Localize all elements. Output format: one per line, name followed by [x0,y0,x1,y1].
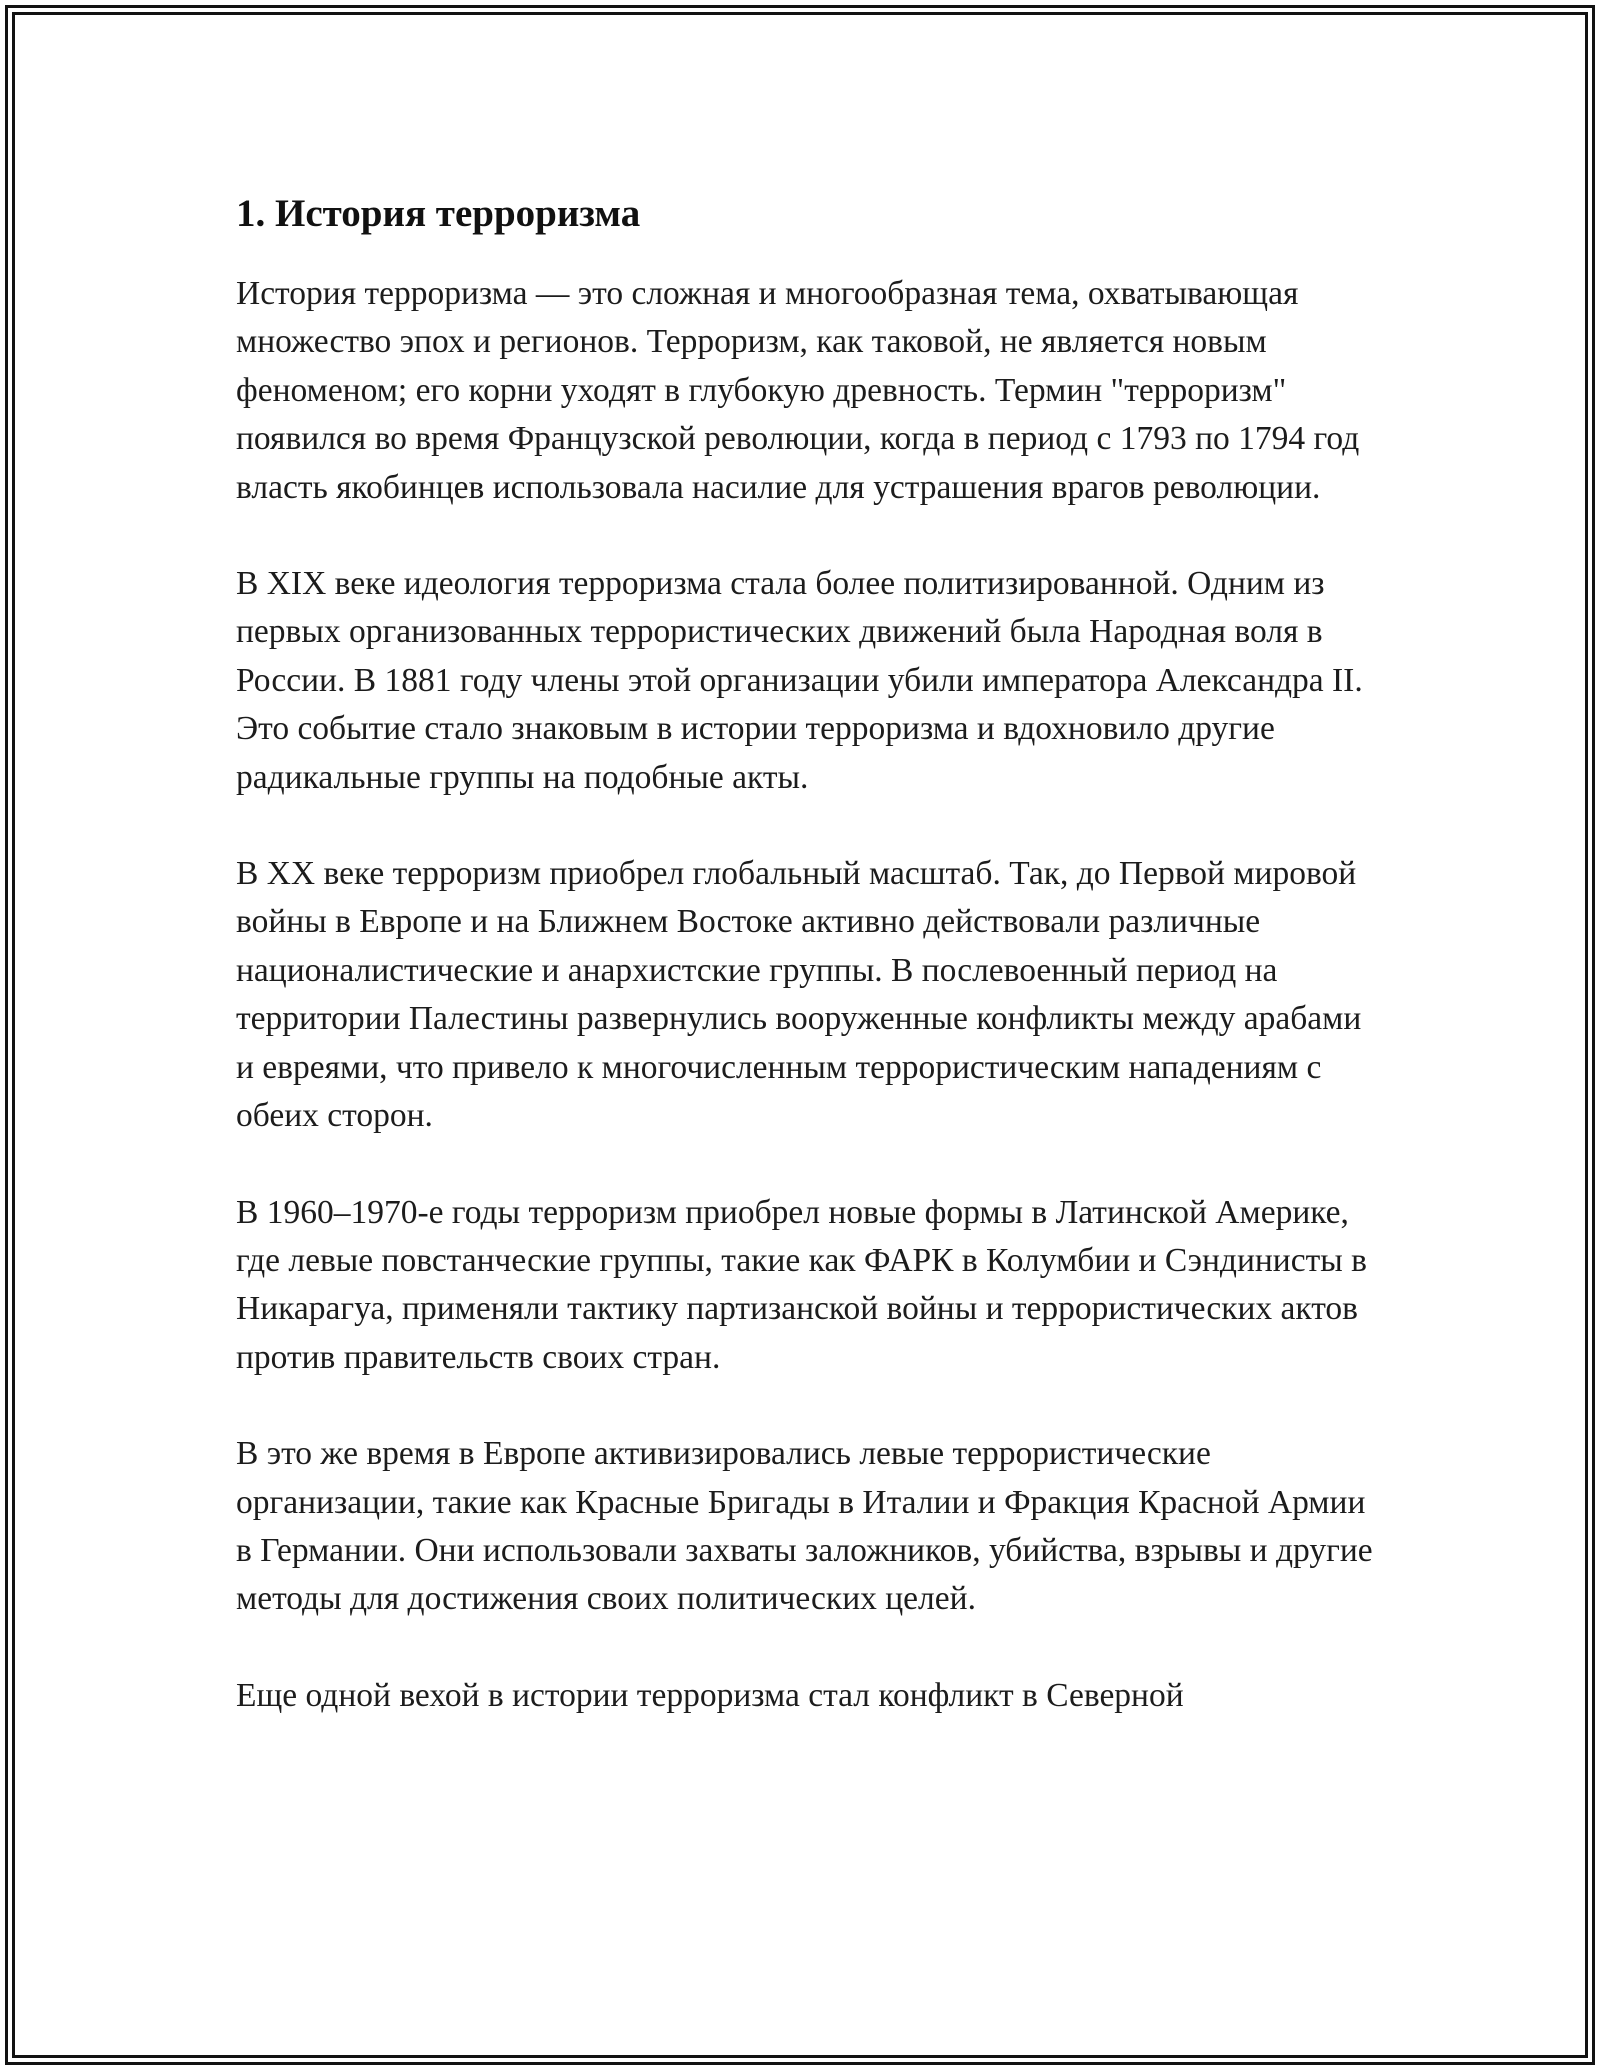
paragraph-latin-america: В 1960–1970-е годы терроризм приобрел новые формы в Латинской Америке, где левые повстанческие группы, такие как ФАРК в Колумбии и Сэндинисты в Никарагуа, применяли тактику партизанской войны и террористических актов против правительств своих стран. [236,1193,1367,1376]
paragraph-northern-conflict: Еще одной вехой в истории терроризма стал конфликт в Северной [236,1676,1184,1714]
paragraph-20th-century: В XX веке терроризм приобрел глобальный масштаб. Так, до Первой мировой войны в Европе и на Ближнем Востоке активно действовали различные националистические и анархистские группы. В послевоенный период на территории Палестины развернулись вооруженные конфликты между арабами и евреями, что привело к многочисленным террористическим нападениям с обеих сторон. [236,855,1362,1135]
section-heading: 1. История терроризма [236,192,641,235]
paragraph-19th-century: В XIX веке идеология терроризма стала более политизированной. Одним из первых организованных террористических движений была Народная воля в России. В 1881 году члены этой организации убили императора Александра II. Это событие стало знаковым в истории терроризма и вдохновило другие радикальные группы на подобные акты. [236,565,1363,796]
document-page [236,186,1386,1768]
paragraph-origins: История терроризма — это сложная и многообразная тема, охватывающая множество эпох и регионов. Терроризм, как таковой, не является новым феноменом; его корни уходят в глубокую древность. Термин "терроризм" появился во время Французской революции, когда в период с 1793 по 1794 год власть якобинцев использовала насилие для устрашения врагов революции. [236,275,1360,506]
paragraph-europe-left: В это же время в Европе активизировались левые террористические организации, такие как Красные Бригады в Италии и Фракция Красной Армии в Германии. Они использовали захваты заложников, убийства, взрывы и другие методы для достижения своих политических целей. [236,1435,1373,1618]
